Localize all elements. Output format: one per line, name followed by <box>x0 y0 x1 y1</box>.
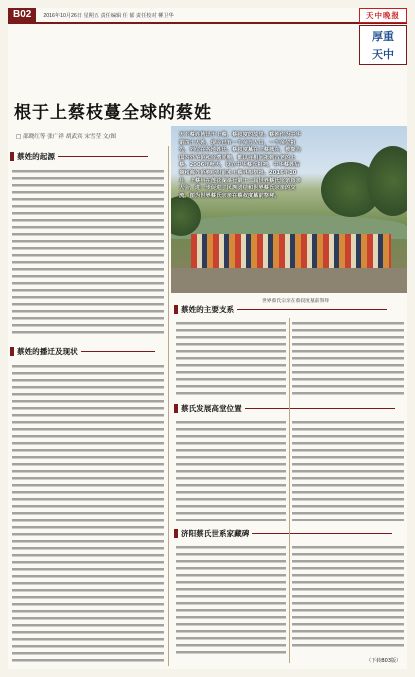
masthead-box <box>359 25 407 65</box>
byline: □ 邵晓红等 张广祥 胡武宾 宋雪莹 文/图 <box>16 134 116 140</box>
section-title: 济阳蔡氏世系家藏碑 <box>181 529 250 538</box>
photo-overlay-text: 天下蔡姓皆出于上蔡，蔡叔度的故里。蔡姓作为中华第四十大姓，现今已有一千余万人口，一千余位祖先，列位在各地姓氏。蔡叔度墓在上蔡城东，被誉为国内外华侨和台湾同胞，都以寻根问祖到古老的上蔡。2006年秋天，设立中华蔡氏祖祠，中华蔡姓后裔和海外侨胞纷纷前来上蔡寻根祭祖。2016年10月，上蔡县在莲花湖举行第十二届世界蔡氏宗亲恳亲大会，进一步促进了民族团结和世界蔡氏宗亲的交流。图为世界蔡氏宗亲在蔡叔度墓前祭拜。 <box>179 132 301 199</box>
body-text <box>12 168 164 338</box>
masthead-line1: 厚重 <box>372 30 394 43</box>
column-masthead <box>359 8 407 76</box>
section-branches <box>174 304 387 315</box>
continued-note: （下转B03版） <box>366 658 401 664</box>
section-title: 蔡氏发展高堂位置 <box>181 404 242 413</box>
header-meta: 2016年10月26日 星期五 责任编辑 任 郁 责任校对 柳卫华 <box>43 12 174 19</box>
newspaper-page <box>8 8 407 669</box>
section-title: 蔡姓的起源 <box>17 152 55 161</box>
section-origin <box>10 151 148 162</box>
section-migration <box>10 346 155 357</box>
body-text <box>176 419 286 521</box>
section-marker <box>10 347 14 356</box>
body-text <box>292 419 404 521</box>
section-celebrities <box>174 528 392 539</box>
body-text <box>176 320 286 396</box>
section-title: 蔡姓的播迁及现状 <box>17 347 78 356</box>
body-text <box>12 363 164 665</box>
photo-caption: 世界蔡氏宗亲在蔡叔度墓前祭拜 <box>262 299 330 304</box>
section-rule <box>58 156 148 157</box>
section-ancestral <box>174 403 395 414</box>
column-separator <box>168 146 169 666</box>
photo-ground <box>171 268 407 293</box>
section-rule <box>245 408 395 409</box>
section-title: 蔡姓的主要支系 <box>181 305 235 314</box>
column-separator <box>289 318 290 663</box>
body-text <box>292 320 404 396</box>
section-rule <box>81 351 155 352</box>
masthead-paper-name: 天中晚报 <box>359 8 407 23</box>
photo-crowd <box>191 234 391 268</box>
page-header <box>8 8 407 24</box>
body-text <box>176 544 286 658</box>
body-text <box>292 544 404 650</box>
feature-photo <box>171 126 407 293</box>
section-marker <box>174 404 178 413</box>
masthead-line2: 天中 <box>372 48 394 61</box>
section-rule <box>252 533 392 534</box>
section-rule <box>237 309 387 310</box>
page-number: B02 <box>8 8 36 22</box>
section-marker <box>174 305 178 314</box>
section-marker <box>174 529 178 538</box>
headline: 根于上蔡枝蔓全球的蔡姓 <box>14 103 212 123</box>
section-marker <box>10 152 14 161</box>
